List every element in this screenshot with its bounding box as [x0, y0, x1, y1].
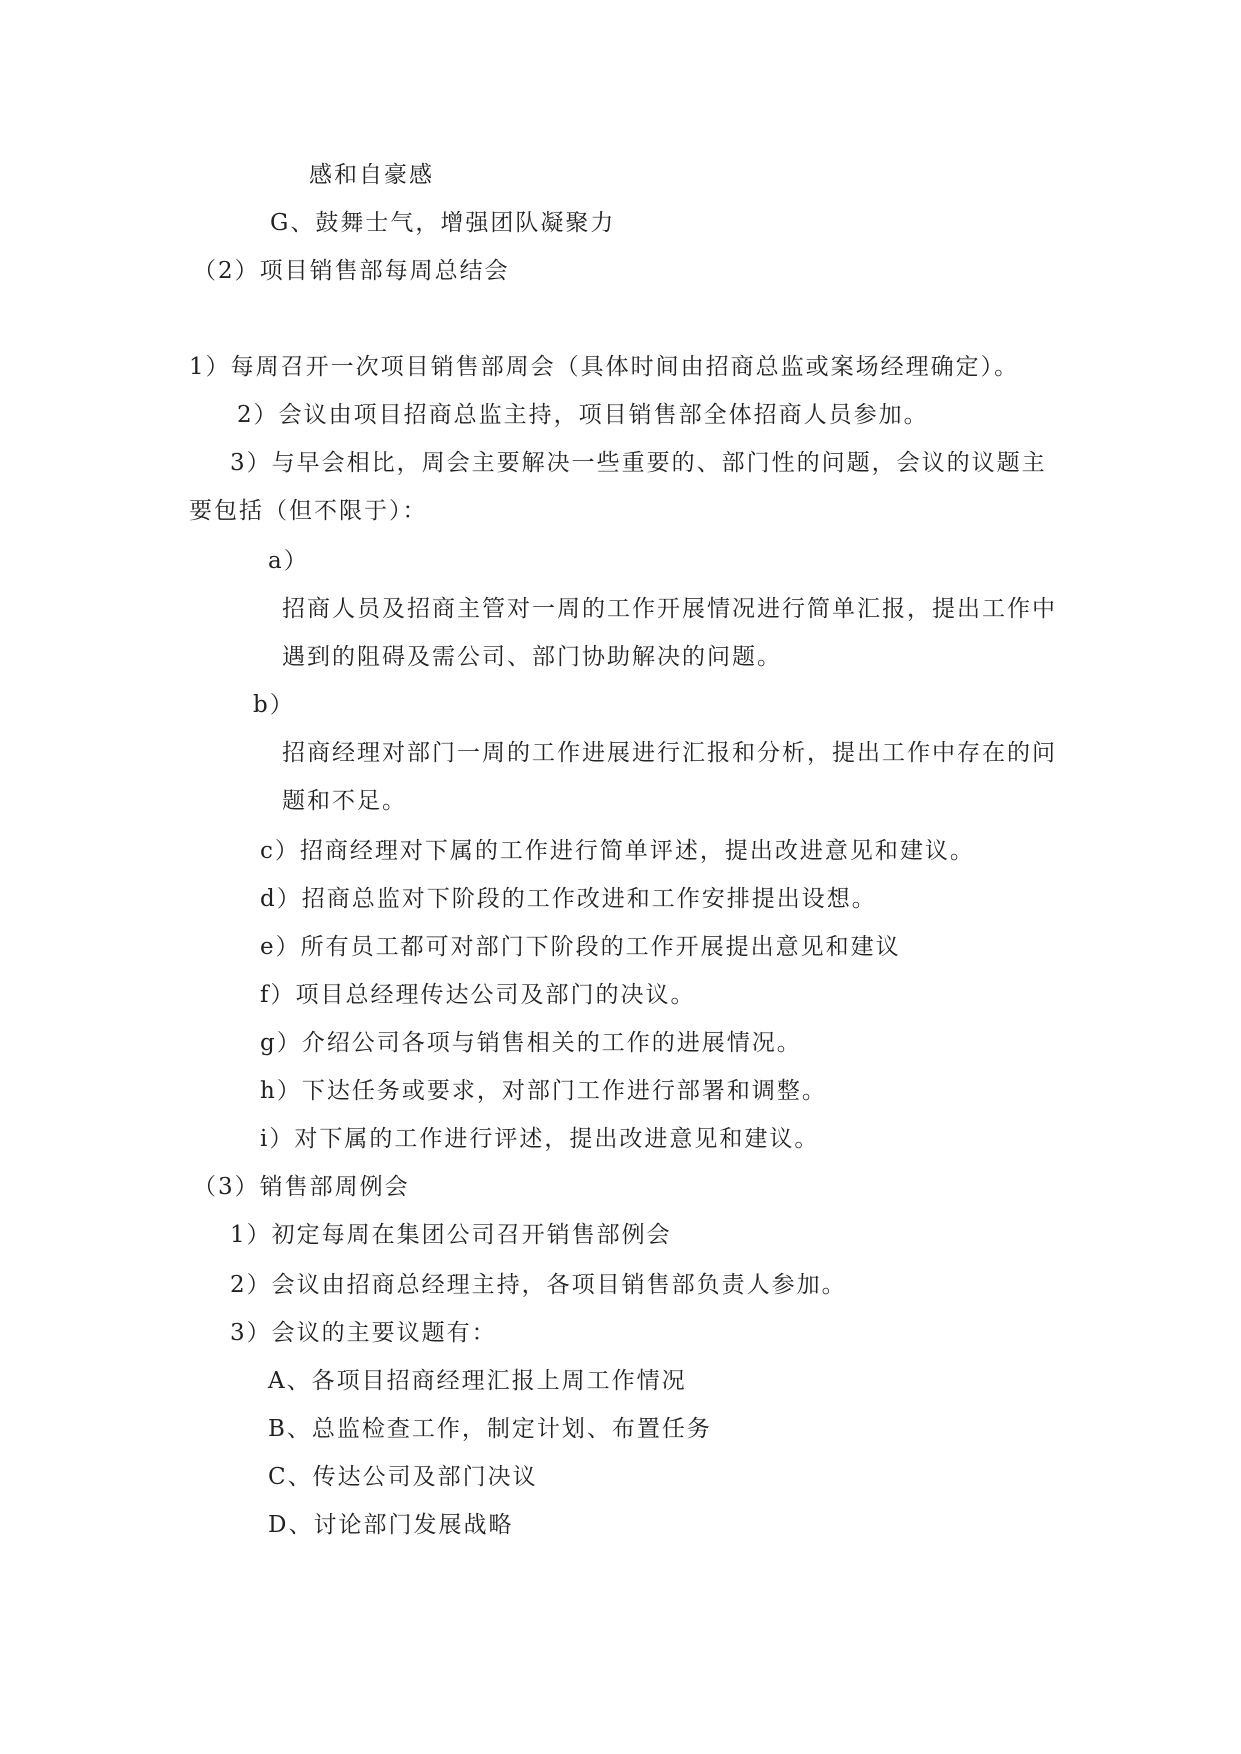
list-item: i）对下属的工作进行评述，提出改进意见和建议。 — [260, 1126, 820, 1152]
text-line: 感和自豪感 — [309, 162, 434, 188]
text-line: 3）与早会相比，周会主要解决一些重要的、部门性的问题，会议的议题主 — [230, 450, 1047, 476]
text-line: 题和不足。 — [282, 788, 407, 814]
list-item: C、传达公司及部门决议 — [268, 1464, 538, 1490]
list-marker: a） — [268, 548, 309, 574]
text-line: 招商经理对部门一周的工作进展进行汇报和分析，提出工作中存在的问 — [282, 740, 1057, 766]
list-item: f）项目总经理传达公司及部门的决议。 — [260, 982, 696, 1008]
text-line: 1）初定每周在集团公司召开销售部例会 — [230, 1222, 672, 1248]
text-line: 1）每周召开一次项目销售部周会（具体时间由招商总监或案场经理确定）。 — [189, 354, 1020, 380]
list-item: B、总监检查工作，制定计划、布置任务 — [268, 1416, 712, 1442]
text-line: 招商人员及招商主管对一周的工作开展情况进行简单汇报，提出工作中 — [282, 596, 1057, 622]
list-item: A、各项目招商经理汇报上周工作情况 — [268, 1368, 687, 1394]
list-item: d）招商总监对下阶段的工作改进和工作安排提出设想。 — [260, 886, 877, 912]
list-item: g）介绍公司各项与销售相关的工作的进展情况。 — [260, 1030, 802, 1056]
section-heading: （3）销售部周例会 — [193, 1174, 410, 1200]
list-item: c）招商经理对下属的工作进行简单评述，提出改进意见和建议。 — [260, 838, 975, 864]
text-line: G、鼓舞士气，增强团队凝聚力 — [270, 210, 616, 236]
list-item: e）所有员工都可对部门下阶段的工作开展提出意见和建议 — [260, 934, 901, 960]
text-line: 遇到的阻碍及需公司、部门协助解决的问题。 — [282, 644, 782, 670]
list-item: h）下达任务或要求，对部门工作进行部署和调整。 — [260, 1078, 827, 1104]
text-line: 2）会议由招商总经理主持，各项目销售部负责人参加。 — [230, 1272, 847, 1298]
section-heading: （2）项目销售部每周总结会 — [193, 258, 510, 284]
list-item: D、讨论部门发展战略 — [268, 1512, 514, 1538]
text-line: 要包括（但不限于）： — [189, 498, 428, 524]
text-line: 2）会议由项目招商总监主持，项目销售部全体招商人员参加。 — [237, 402, 929, 428]
text-line: 3）会议的主要议题有： — [230, 1320, 497, 1346]
list-marker: b） — [253, 692, 295, 718]
